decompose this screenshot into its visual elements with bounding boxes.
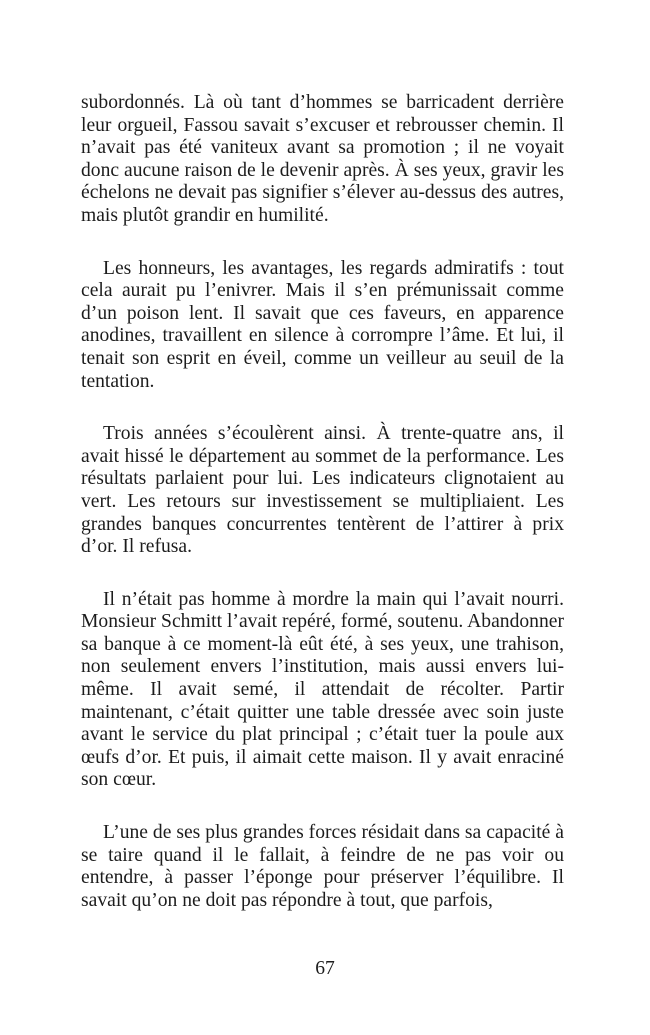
paragraph-2: Les honneurs, les avantages, les regards admiratifs : tout cela aurait pu l’enivrer. Mais il s’en prémunissait comme d’un poison lent. Il savait que ces faveurs, en apparence anodines, travaillent en silence à corrompre l’âme. Et lui, il tenait son esprit en éveil, comme un veilleur au seuil de la tentation.: [81, 257, 564, 392]
paragraph-4: Il n’était pas homme à mordre la main qui l’avait nourri. Monsieur Schmitt l’avait repéré, formé, soutenu. Abandonner sa banque à ce moment-là eût été, à ses yeux, une trahison, non seulement envers l’institution, mais aussi envers lui-même. Il avait semé, il attendait de récolter. Partir maintenant, c’était quitter une table dressée avec soin juste avant le service du plat principal ; c’était tuer la poule aux œufs d’or. Et puis, il aimait cette maison. Il y avait enraciné son cœur.: [81, 588, 564, 791]
paragraph-5: L’une de ses plus grandes forces résidait dans sa capacité à se taire quand il le fallait, à feindre de ne pas voir ou entendre, à passer l’éponge pour préserver l’équilibre. Il savait qu’on ne doit pas répondre à tout, que parfois,: [81, 822, 564, 911]
paragraph-1: subordonnés. Là où tant d’hommes se barricadent derrière leur orgueil, Fassou savait s’excuser et rebrousser chemin. Il n’avait pas été vaniteux avant sa promotion ; il ne voyait donc aucune raison de le devenir après. À ses yeux, gravir les échelons ne devait pas signifier s’élever au-dessus des autres, mais plutôt grandir en humilité.: [81, 92, 564, 226]
book-page-body: [81, 92, 564, 942]
paragraph-3: Trois années s’écoulèrent ainsi. À trente-quatre ans, il avait hissé le département au sommet de la performance. Les résultats parlaient pour lui. Les indicateurs clignotaient au vert. Les retours sur investissement se multipliaient. Les grandes banques concurrentes tentèrent de l’attirer à prix d’or. Il refusa.: [81, 423, 564, 558]
page-number: 67: [315, 958, 335, 979]
